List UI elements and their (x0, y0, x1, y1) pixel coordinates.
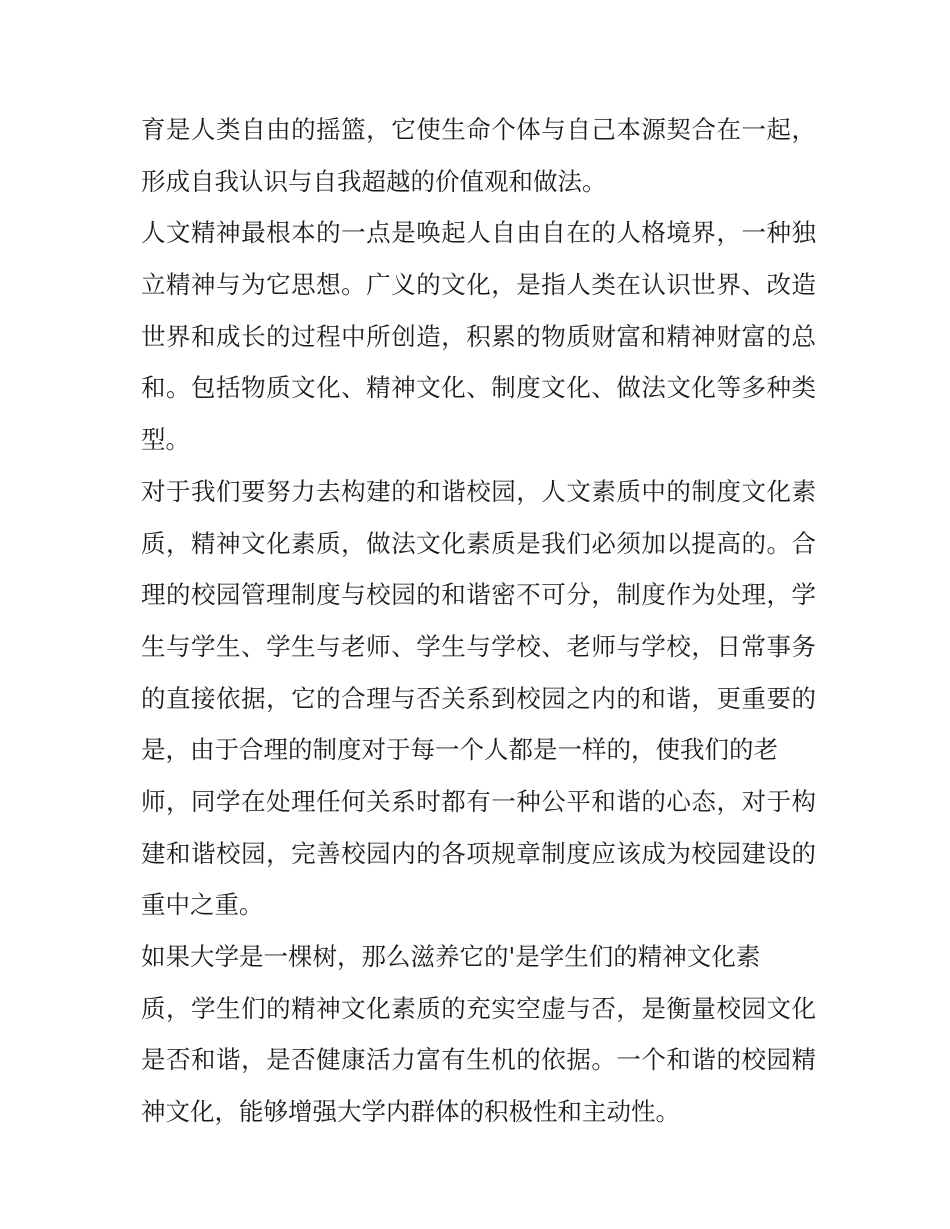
paragraph-2 (141, 207, 816, 465)
paragraph-1 (141, 104, 816, 207)
text-line: 师，同学在处理任何关系时都有一种公平和谐的心态，对于构 (141, 786, 816, 816)
paragraph-3 (141, 466, 816, 931)
text-line: 世界和成长的过程中所创造，积累的物质财富和精神财富的总 (141, 321, 816, 351)
text-line: 神文化，能够增强大学内群体的积极性和主动性。 (141, 1097, 680, 1127)
paragraph-4 (141, 931, 816, 1138)
text-line: 质，学生们的精神文化素质的充实空虚与否，是衡量校园文化 (141, 993, 816, 1023)
text-line: 质，精神文化素质，做法文化素质是我们必须加以提高的。合 (141, 528, 816, 558)
text-line: 生与学生、学生与老师、学生与学校、老师与学校，日常事务 (141, 631, 816, 661)
text-line: 形成自我认识与自我超越的价值观和做法。 (141, 166, 607, 196)
text-line: 如果大学是一棵树，那么滋养它的'是学生们的精神文化素 (141, 942, 761, 971)
text-line: 育是人类自由的摇篮，它使生命个体与自己本源契合在一起， (141, 115, 816, 144)
text-line: 立精神与为它思想。广义的文化，是指人类在认识世界、改造 (141, 270, 816, 300)
text-line: 对于我们要努力去构建的和谐校园，人文素质中的制度文化素 (141, 476, 816, 506)
text-line: 是否和谐，是否健康活力富有生机的依据。一个和谐的校园精 (141, 1045, 816, 1075)
text-line: 的直接依据，它的合理与否关系到校园之内的和谐，更重要的 (141, 683, 816, 713)
document-body (141, 104, 816, 1138)
text-line: 是，由于合理的制度对于每一个人都是一样的，使我们的老 (141, 735, 778, 765)
text-line: 人文精神最根本的一点是唤起人自由自在的人格境界，一种独 (141, 218, 816, 248)
text-line: 理的校园管理制度与校园的和谐密不可分，制度作为处理，学 (141, 580, 816, 610)
text-line: 建和谐校园，完善校园内的各项规章制度应该成为校园建设的 (141, 838, 816, 868)
text-line: 和。包括物质文化、精神文化、制度文化、做法文化等多种类 (141, 373, 816, 403)
text-line: 型。 (141, 425, 190, 455)
text-line: 重中之重。 (141, 890, 264, 920)
